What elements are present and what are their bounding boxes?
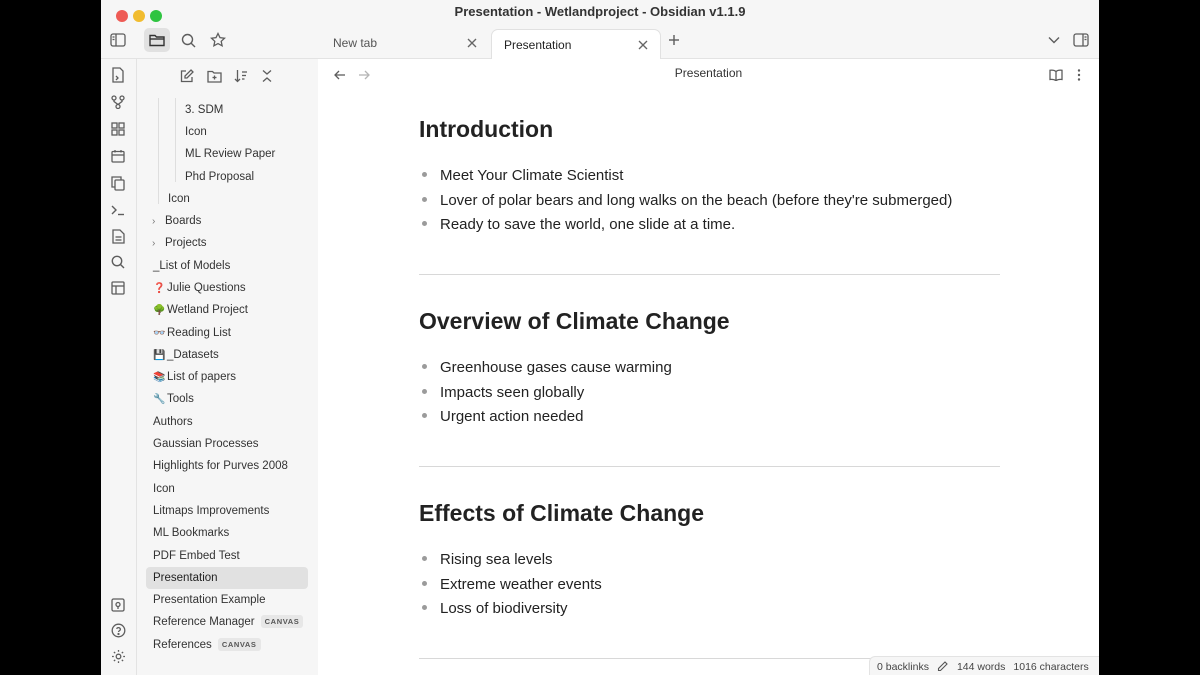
backlinks-count[interactable]: 0 backlinks xyxy=(877,660,929,673)
view-title[interactable]: Presentation xyxy=(674,66,743,80)
books-icon: 📚 xyxy=(153,372,166,383)
tab-list-chevron-down-icon[interactable] xyxy=(1041,28,1067,52)
tree-item-label: Wetland Project xyxy=(167,304,248,316)
tree-item-label: Julie Questions xyxy=(167,282,246,294)
tab-label: Presentation xyxy=(504,38,572,52)
tree-item[interactable] xyxy=(185,121,207,143)
tree-folder-projects[interactable] xyxy=(152,232,207,254)
more-options-icon[interactable] xyxy=(1069,65,1089,85)
view-header xyxy=(318,59,1099,89)
tree-item-label: ML Review Paper xyxy=(185,148,276,160)
tab-new-tab[interactable] xyxy=(321,28,489,58)
tree-item-label: Gaussian Processes xyxy=(153,438,259,450)
sort-order-icon[interactable] xyxy=(230,65,252,87)
bullet-dot xyxy=(422,197,427,202)
bullet-text: Lover of polar bears and long walks on the beach (before they're submerged) xyxy=(440,192,953,209)
document-icon[interactable] xyxy=(106,225,130,247)
bullet-item xyxy=(422,167,623,184)
bullet-item xyxy=(422,576,602,593)
new-folder-icon[interactable] xyxy=(203,65,225,87)
question-mark-icon: ❓ xyxy=(153,283,166,294)
tree-item[interactable] xyxy=(153,344,219,366)
collapse-all-icon[interactable] xyxy=(256,65,278,87)
tree-item[interactable] xyxy=(153,589,266,611)
canvas-grid-icon[interactable] xyxy=(106,118,130,140)
left-ribbon xyxy=(101,59,137,675)
tree-item[interactable] xyxy=(153,388,194,410)
tree-item-label: Icon xyxy=(168,193,190,205)
search-replace-icon[interactable] xyxy=(106,251,130,273)
tree-item-active[interactable] xyxy=(146,567,308,589)
new-tab-plus-icon[interactable] xyxy=(661,28,687,52)
tree-item-label: ML Bookmarks xyxy=(153,527,230,539)
search-icon[interactable] xyxy=(175,28,201,52)
title-bar xyxy=(101,0,1099,24)
tree-item-label: Litmaps Improvements xyxy=(153,505,270,517)
command-palette-icon[interactable] xyxy=(106,199,130,221)
bullet-text: Rising sea levels xyxy=(440,551,553,568)
tree-item-label: _List of Models xyxy=(153,260,231,272)
tree-item-label: Icon xyxy=(153,483,175,495)
editor-pane xyxy=(318,59,1099,675)
section-heading: Effects of Climate Change xyxy=(419,500,704,526)
bullet-text: Ready to save the world, one slide at a time. xyxy=(440,216,736,233)
tab-strip xyxy=(101,24,1099,59)
tree-item-label: Highlights for Purves 2008 xyxy=(153,460,288,472)
calendar-icon[interactable] xyxy=(106,145,130,167)
tree-item[interactable] xyxy=(153,634,261,656)
tree-item-label: Boards xyxy=(165,215,202,227)
tree-item-label: Presentation Example xyxy=(153,594,266,606)
canvas-badge: CANVAS xyxy=(261,615,304,628)
tree-item[interactable] xyxy=(153,299,248,321)
tree-item-label: Presentation xyxy=(153,572,218,584)
tab-presentation[interactable] xyxy=(491,29,661,60)
character-count: 1016 characters xyxy=(1013,660,1089,673)
tree-item[interactable] xyxy=(185,143,275,165)
reading-view-book-icon[interactable] xyxy=(1046,65,1066,85)
horizontal-rule xyxy=(419,274,1000,275)
settings-gear-icon[interactable] xyxy=(106,645,130,667)
tree-item-label: Phd Proposal xyxy=(185,171,255,183)
wrench-icon: 🔧 xyxy=(153,394,166,405)
bullet-dot xyxy=(422,605,427,610)
bullet-text: Extreme weather events xyxy=(440,576,602,593)
tree-item-label: 3. SDM xyxy=(185,104,224,116)
bullet-dot xyxy=(422,581,427,586)
tree-icon: 🌳 xyxy=(153,305,166,316)
tree-item-label: References xyxy=(153,639,212,651)
tree-item[interactable] xyxy=(153,545,240,567)
tab-label: New tab xyxy=(333,36,378,50)
bullet-item xyxy=(422,216,735,233)
toggle-right-sidebar-icon[interactable] xyxy=(1068,28,1094,52)
bookmark-star-icon[interactable] xyxy=(205,28,231,52)
tree-folder-boards[interactable] xyxy=(152,210,201,232)
window-title: Presentation - Wetlandproject - Obsidian v1.1.9 xyxy=(454,4,746,19)
tree-item[interactable] xyxy=(153,522,229,544)
tree-item[interactable] xyxy=(153,433,258,455)
file-explorer-sidebar xyxy=(137,59,319,675)
tree-item[interactable] xyxy=(185,99,223,121)
bullet-item xyxy=(422,359,672,376)
indent-guide xyxy=(158,98,159,204)
graph-view-icon[interactable] xyxy=(106,91,130,113)
tree-item-label: Tools xyxy=(167,393,194,405)
bullet-text: Meet Your Climate Scientist xyxy=(440,167,624,184)
tree-item[interactable] xyxy=(153,411,193,433)
tree-item[interactable] xyxy=(153,366,236,388)
copy-pages-icon[interactable] xyxy=(106,172,130,194)
bullet-item xyxy=(422,408,583,425)
open-quick-switcher-icon[interactable] xyxy=(106,64,130,86)
tree-item-label: PDF Embed Test xyxy=(153,550,240,562)
files-folder-icon[interactable] xyxy=(144,28,170,52)
glasses-icon: 👓 xyxy=(153,328,166,339)
tree-item[interactable] xyxy=(153,500,269,522)
bullet-item xyxy=(422,384,584,401)
tree-item[interactable] xyxy=(153,478,175,500)
bullet-dot xyxy=(422,389,427,394)
bullet-dot xyxy=(422,364,427,369)
bullet-text: Loss of biodiversity xyxy=(440,600,568,617)
app-window xyxy=(101,0,1099,675)
tree-item[interactable] xyxy=(153,455,288,477)
help-icon[interactable] xyxy=(106,619,130,641)
bullet-item xyxy=(422,551,553,568)
new-note-icon[interactable] xyxy=(176,65,198,87)
open-vault-icon[interactable] xyxy=(106,594,130,616)
chevron-right-icon: › xyxy=(152,238,156,249)
tree-item-label: List of papers xyxy=(167,371,237,383)
tree-item[interactable] xyxy=(153,255,230,277)
bullet-item xyxy=(422,192,952,209)
tree-item-label: Icon xyxy=(185,126,207,138)
section-heading: Overview of Climate Change xyxy=(419,308,730,334)
bullet-dot xyxy=(422,172,427,177)
tree-item[interactable] xyxy=(153,322,231,344)
tree-item[interactable] xyxy=(153,611,303,633)
tree-item[interactable] xyxy=(168,188,190,210)
floppy-disk-icon: 💾 xyxy=(153,350,166,361)
word-count: 144 words xyxy=(956,660,1006,673)
tree-item-label: Reference Manager xyxy=(153,616,255,628)
tree-item-label: _Datasets xyxy=(167,349,219,361)
bullet-text: Greenhouse gases cause warming xyxy=(440,359,672,376)
tree-item-label: Projects xyxy=(165,237,207,249)
chevron-right-icon: › xyxy=(152,216,156,227)
bullet-text: Urgent action needed xyxy=(440,408,584,425)
bullet-dot xyxy=(422,413,427,418)
indent-guide xyxy=(175,98,176,182)
horizontal-rule xyxy=(419,466,1000,467)
tree-item[interactable] xyxy=(185,166,254,188)
toggle-left-sidebar-icon[interactable] xyxy=(105,28,131,52)
bullet-item xyxy=(422,600,568,617)
close-tab-icon[interactable] xyxy=(463,34,481,52)
tree-item-label: Reading List xyxy=(167,327,231,339)
bullet-dot xyxy=(422,221,427,226)
status-bar xyxy=(869,656,1099,675)
section-heading: Introduction xyxy=(419,116,554,142)
bullet-dot xyxy=(422,556,427,561)
edit-mode-pencil-icon[interactable] xyxy=(937,661,948,672)
tree-item-label: Authors xyxy=(153,416,193,428)
layout-template-icon[interactable] xyxy=(106,277,130,299)
bullet-text: Impacts seen globally xyxy=(440,384,585,401)
canvas-badge: CANVAS xyxy=(218,638,261,651)
tree-item[interactable] xyxy=(153,277,246,299)
close-tab-icon[interactable] xyxy=(634,36,652,54)
